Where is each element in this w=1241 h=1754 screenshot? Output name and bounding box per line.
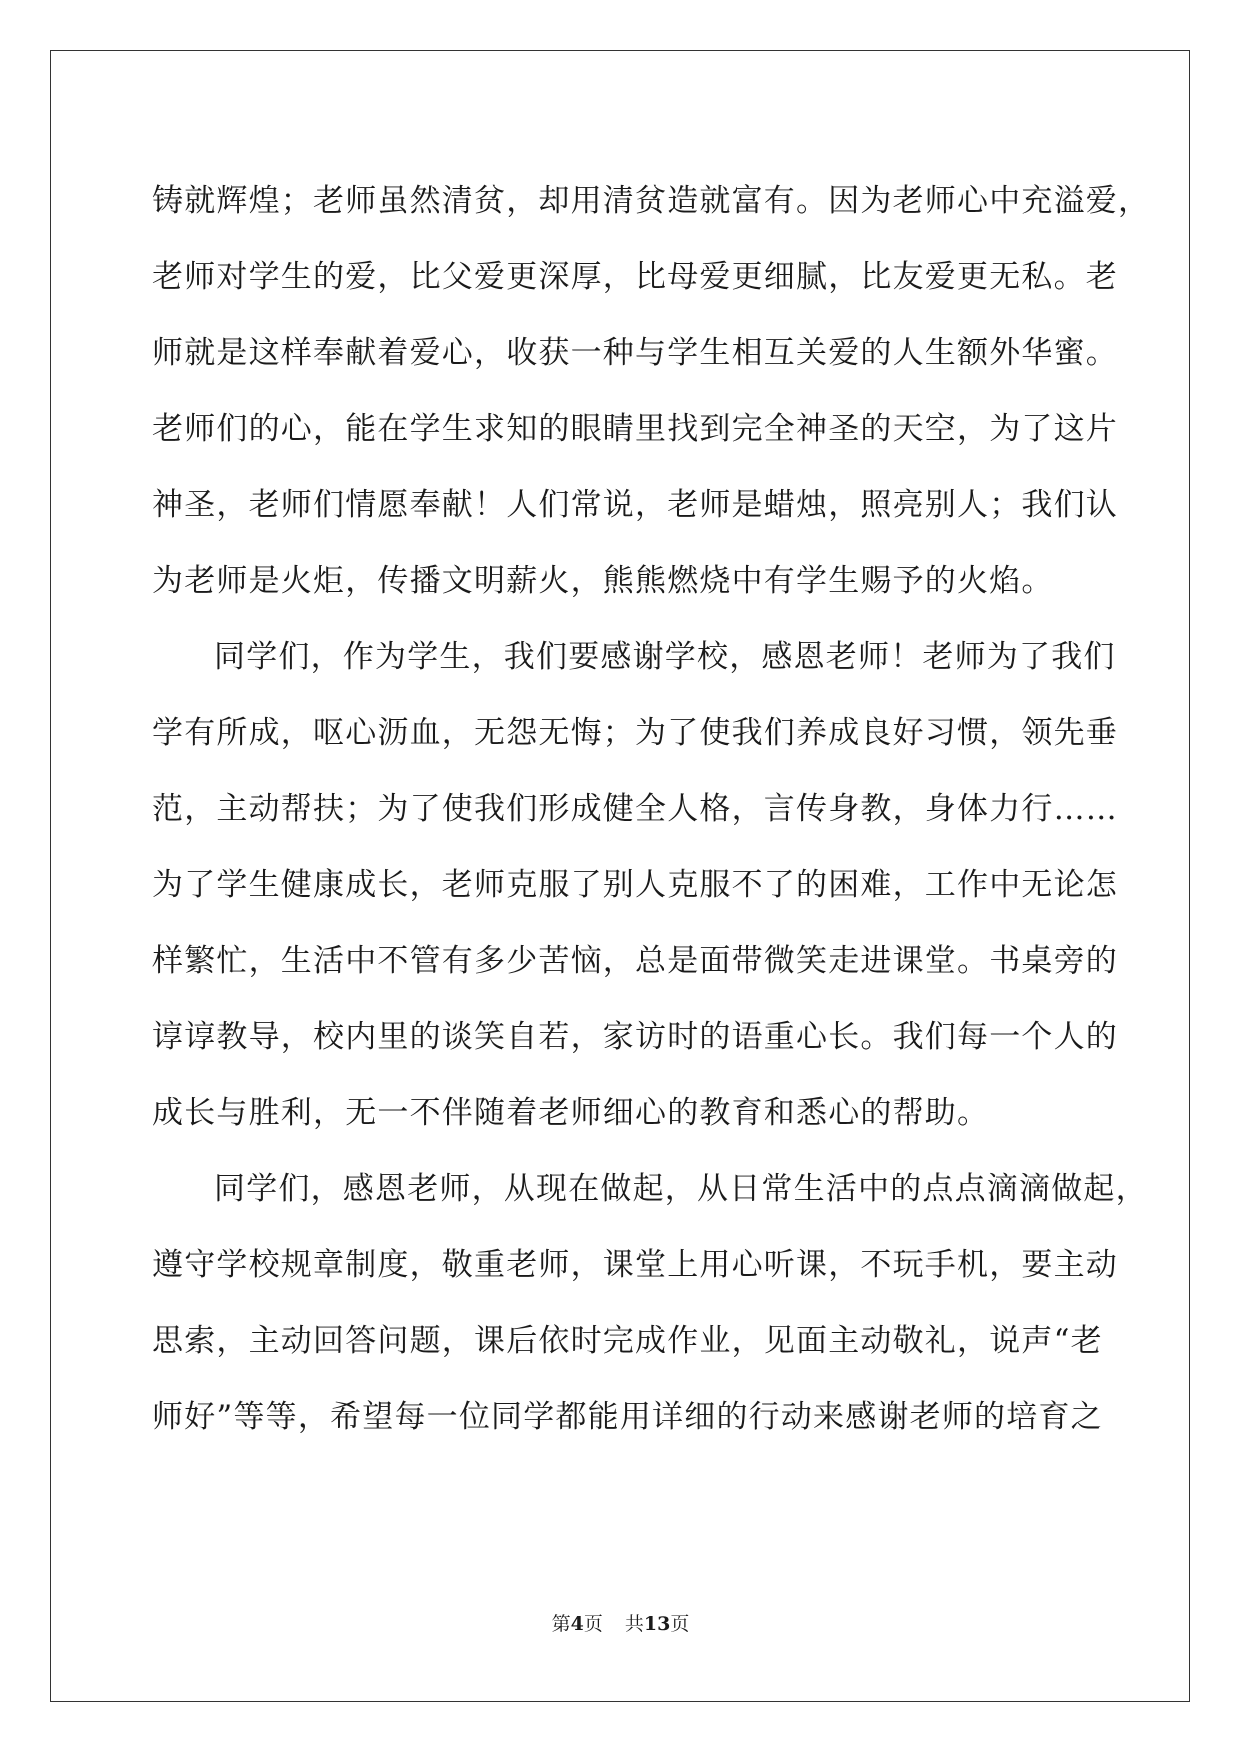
text-line: 遵守学校规章制度，敬重老师，课堂上用心听课，不玩手机，要主动 [152,1247,1118,1283]
page-number: 4 [570,1613,584,1635]
text-line: 神圣，老师们情愿奉献！人们常说，老师是蜡烛，照亮别人；我们认 [152,487,1118,523]
text-line: 学有所成，呕心沥血，无怨无悔；为了使我们养成良好习惯，领先垂 [152,715,1118,751]
text-line: 师就是这样奉献着爱心，收获一种与学生相互关爱的人生额外华蜜。 [152,335,1118,371]
total-pages: 13 [643,1613,671,1635]
total-label-prefix: 共 [624,1613,644,1635]
text-line: 思索，主动回答问题，课后依时完成作业，见面主动敬礼，说声“老 [152,1323,1103,1359]
text-line: 为了学生健康成长，老师克服了别人克服不了的困难，工作中无论怎 [152,867,1118,903]
paragraph-start-line: 同学们，感恩老师，从现在做起，从日常生活中的点点滴滴做起， [214,1171,1148,1207]
text-line: 老师们的心，能在学生求知的眼睛里找到完全神圣的天空，为了这片 [152,411,1118,447]
text-line: 样繁忙，生活中不管有多少苦恼，总是面带微笑走进课堂。书桌旁的 [152,943,1118,979]
paragraph-start-line: 同学们，作为学生，我们要感谢学校，感恩老师！老师为了我们 [214,639,1116,675]
text-line: 成长与胜利，无一不伴随着老师细心的教育和悉心的帮助。 [152,1095,990,1131]
text-line: 师好”等等，希望每一位同学都能用详细的行动来感谢老师的培育之 [152,1399,1103,1435]
page-label-suffix: 页 [583,1613,603,1635]
text-line: 为老师是火炬，传播文明薪火，熊熊燃烧中有学生赐予的火焰。 [152,563,1054,599]
text-line: 铸就辉煌；老师虽然清贫，却用清贫造就富有。因为老师心中充溢爱， [152,183,1151,219]
text-line: 范，主动帮扶；为了使我们形成健全人格，言传身教，身体力行…… [152,791,1118,827]
document-body [152,163,1151,1455]
page-label-prefix: 第 [551,1613,571,1635]
text-line: 谆谆教导，校内里的谈笑自若，家访时的语重心长。我们每一个人的 [152,1019,1118,1055]
page-footer [0,1612,1241,1636]
total-label-suffix: 页 [670,1613,690,1635]
text-line: 老师对学生的爱，比父爱更深厚，比母爱更细腻，比友爱更无私。老 [152,259,1118,295]
